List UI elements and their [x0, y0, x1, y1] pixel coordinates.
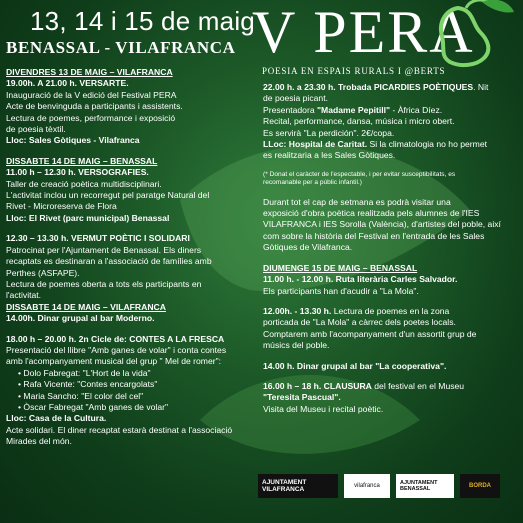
picardies-line-5: es realitzaria a les Sales Gòtiques.	[263, 150, 396, 161]
clausura-line-1: "Teresita Pascual".	[263, 392, 341, 403]
exhibition-line-3: VILAFRANCA i IES Sorolla (València), d'artistes del poble, així	[263, 219, 501, 230]
versografies-line-2: L'activitat inclou un recorregut pel paratge Natural del	[6, 190, 210, 201]
vermut-time: 12.30 – 13.30 h. VERMUT POÈTIC I SOLIDARI	[6, 233, 190, 244]
clausura-time: 16.00 h – 18 h. CLAUSURA del festival en el Museu	[263, 380, 465, 391]
sunday-lunch: 14.00 h. Dinar grupal al bar "La cooperativa".	[263, 360, 447, 371]
festival-places: BENASSAL - VILAFRANCA	[6, 38, 236, 57]
sponsor-logos	[258, 474, 500, 498]
contes-time: 18.00 h – 20.00 h. 2n Cicle de: CONTES A LA FRESCA	[6, 333, 225, 344]
list-item: • Dolo Fabregat: "L'Hort de la vida"	[18, 367, 151, 378]
exhibition-line-2: exposició d'obra poètica realitzada pels alumnes de l'IES	[263, 208, 480, 219]
festival-title: V PERA	[252, 0, 475, 65]
saturday-vilafranca-heading: DISSABTE 14 DE MAIG – VILAFRANCA	[6, 301, 166, 312]
mola-time: 12.00h. - 13.30 h. Lectura de poemes en la zona	[263, 305, 450, 316]
list-item: • Òscar Fabregat "Amb ganes de volar"	[18, 401, 169, 412]
ruta-time: 11.00 h. - 12.00 h. Ruta literària Carles Salvador.	[263, 274, 458, 285]
friday-line-4: de poesia tèxtil.	[6, 124, 66, 135]
logo-ajuntament-benassal: AJUNTAMENT BENASSAL	[396, 474, 454, 498]
versografies-line-3: Rivet - Microreserva de Flora	[6, 201, 117, 212]
friday-heading: DIVENDRES 13 DE MAIG – VILAFRANCA	[6, 67, 173, 77]
friday-event-time: 19.00h. A 21.00 h. VERSARTE.	[6, 78, 129, 89]
vermut-line-3: Perthes (ASFAPE).	[6, 267, 80, 278]
mola-line-2: porticada de "La Mola" a càrrec dels poetes locals.	[263, 317, 456, 328]
friday-line-2: Acte de benvinguda a participants i assistents.	[6, 101, 183, 112]
picardies-time: 22.00 h. a 23.30 h. Trobada PICARDIES POÈTIQUES. Nit	[263, 82, 489, 92]
vermut-line-2: recaptats es destinaran a l'associació de famílies amb	[6, 256, 212, 267]
ruta-line-1: Els participants han d'acudir a "La Mola".	[263, 285, 419, 296]
vermut-line-4: Lectura de poemes oberta a tots els participants en	[6, 278, 202, 289]
picardies-line-4: Es servirà "La perdición". 2€/copa.	[263, 127, 395, 138]
logo-borda: BORDA	[460, 474, 500, 498]
pear-icon	[418, 0, 518, 68]
logo-ajuntament-vilafranca: AJUNTAMENT VILAFRANCA	[258, 474, 338, 498]
picardies-location: LLoc: Hospital de Caritat. Si la climatologia no ho permet	[263, 139, 487, 150]
contes-line-1: Presentació del llibre "Amb ganes de volar" i conta contes	[6, 344, 227, 355]
saturday-benassal-heading: DISSABTE 14 DE MAIG – BENASSAL	[6, 155, 158, 166]
mola-line-4: músics del poble.	[263, 340, 330, 351]
clausura-line-2: Visita del Museu i recital poètic.	[263, 403, 384, 414]
versografies-location: Lloc: El Rivet (parc municipal) Benassal	[6, 212, 170, 223]
note-line-1: (* Donat el caràcter de l'espectable, i per evitar susceptibilitats, es	[263, 170, 456, 178]
list-item: • Maria Sancho: "El color del cel"	[18, 390, 144, 401]
program-left-column	[6, 67, 258, 448]
versografies-line-1: Taller de creació poètica multidisciplinari.	[6, 178, 162, 189]
sunday-heading: DIUMENGE 15 DE MAIG – BENASSAL	[263, 262, 418, 273]
exhibition-line-4: com sobre la història del Festival en l'entrada de les Sales	[263, 230, 485, 241]
contes-location: Lloc: Casa de la Cultura.	[6, 413, 107, 424]
program-right-column	[263, 82, 518, 415]
vermut-line-5: l'activitat.	[6, 290, 42, 301]
vermut-line-1: Patrocinat per l'Ajuntament de Benassal. Els diners	[6, 244, 202, 255]
saturday-lunch: 14.00h. Dinar grupal al bar Moderno.	[6, 313, 155, 324]
festival-subtitle: POESIA EN ESPAIS RURALS I @BERTS	[262, 66, 446, 76]
picardies-line-3: Recital, performance, dansa, música i micro obert.	[263, 116, 455, 127]
picardies-line-1: de poesia picant.	[263, 93, 328, 104]
contes-line-3: Acte solidari. El diner recaptat estarà destinat a l'associació	[6, 424, 233, 435]
friday-line-1: Inauguració de la V edició del Festival PERA	[6, 89, 177, 100]
versografies-time: 11.00 h – 12.30 h. VERSOGRAFIES.	[6, 167, 149, 178]
exhibition-line-5: Gòtiques de Vilafranca.	[263, 242, 353, 253]
contes-line-2: amb l'acompanyament musical del grup " Mel de romer":	[6, 356, 222, 367]
logo-vilafranca: vilafranca	[344, 474, 390, 498]
mola-line-3: Comptarem amb l'acompanyament d'un assortit grup de	[263, 328, 477, 339]
exhibition-line-1: Durant tot el cap de setmana es podrà visitar una	[263, 196, 451, 207]
friday-line-3: Lectura de poemes, performance i exposició	[6, 112, 176, 123]
picardies-line-2: Presentadora "Madame Pepitill" - Àfrica Díez.	[263, 104, 443, 115]
list-item: • Rafa Vicente: "Contes encargolats"	[18, 379, 158, 390]
contes-line-4: Mirades del món.	[6, 436, 72, 447]
festival-dates: 13, 14 i 15 de maig	[30, 6, 255, 36]
note-line-2: recomanable per a públic infantil.)	[263, 179, 362, 187]
friday-location: Lloc: Sales Gòtiques - Vilafranca	[6, 135, 140, 146]
